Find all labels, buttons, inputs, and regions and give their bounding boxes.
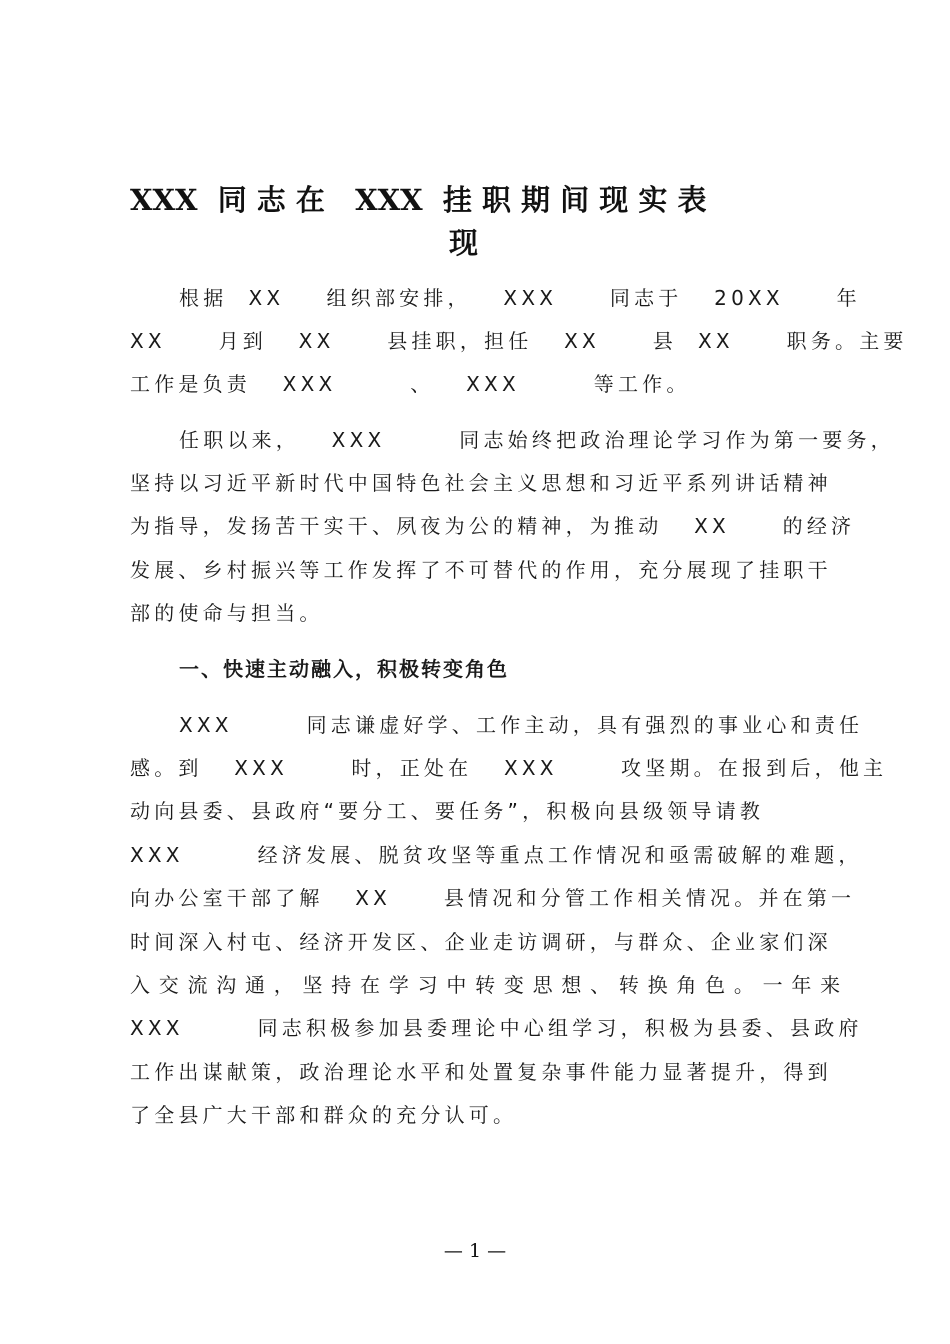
paragraph-line: XXX 经济发展、脱贫攻坚等重点工作情况和亟需破解的难题， bbox=[130, 843, 863, 867]
document-title-line-1: XXX 同 志 在 XXX 挂 职 期 间 现 实 表 bbox=[130, 183, 707, 217]
paragraph-line: 为指导，发扬苦干实干、夙夜为公的精神，为推动 XX 的经济 bbox=[130, 514, 856, 538]
paragraph-line: XXX 同志谦虚好学、工作主动，具有强烈的事业心和责任 bbox=[179, 713, 864, 737]
paragraph-line: 部的使命与担当。 bbox=[130, 601, 324, 625]
paragraph-line: XX 月到 XX 县挂职，担任 XX 县 XX 职务。主要 bbox=[130, 329, 908, 353]
page-number: — 1 — bbox=[443, 1240, 507, 1262]
paragraph-line: 动向县委、县政府“要分工、要任务”，积极向县级领导请教 bbox=[130, 799, 765, 823]
paragraph-line: 了全县广大干部和群众的充分认可。 bbox=[130, 1103, 518, 1127]
paragraph-line: 根据 XX 组织部安排， XXX 同志于 20XX 年 bbox=[179, 286, 861, 310]
paragraph-line: 感。到 XXX 时，正处在 XXX 攻坚期。在报到后，他主 bbox=[130, 756, 888, 780]
paragraph-line: 向办公室干部了解 XX 县情况和分管工作相关情况。并在第一 bbox=[130, 886, 856, 910]
paragraph-line: 发展、乡村振兴等工作发挥了不可替代的作用，充分展现了挂职干 bbox=[130, 558, 832, 582]
section-heading: 一、快速主动融入，积极转变角色 bbox=[179, 657, 509, 681]
paragraph-line: 时间深入村屯、经济开发区、企业走访调研，与群众、企业家们深 bbox=[130, 930, 832, 954]
paragraph-line: 工作是负责 XXX 、 XXX 等工作。 bbox=[130, 372, 691, 396]
paragraph-line: 坚持以习近平新时代中国特色社会主义思想和习近平系列讲话精神 bbox=[130, 471, 832, 495]
paragraph-line: 入 交 流 沟 通 ， 坚 持 在 学 习 中 转 变 思 想 、 转 换 角 色 。 一 年 来 bbox=[130, 973, 842, 997]
paragraph-line: 工作出谋献策，政治理论水平和处置复杂事件能力显著提升，得到 bbox=[130, 1060, 832, 1084]
document-title-line-2: 现 bbox=[449, 226, 479, 260]
paragraph-line: XXX 同志积极参加县委理论中心组学习，积极为县委、县政府 bbox=[130, 1016, 863, 1040]
paragraph-line: 任职以来， XXX 同志始终把政治理论学习作为第一要务， bbox=[179, 428, 895, 452]
